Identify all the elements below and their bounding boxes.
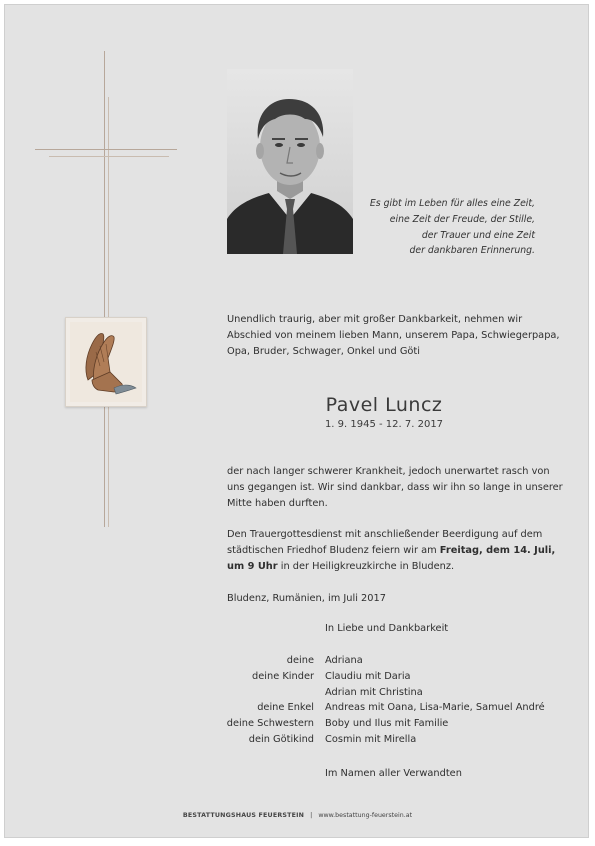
body-line <box>227 559 555 575</box>
body-line: uns gegangen ist. Wir sind dankbar, dass wir ihn so lange in unserer <box>227 482 563 493</box>
deceased-name: Pavel Luncz <box>325 394 443 416</box>
cross-vertical-line-inner <box>108 97 109 527</box>
mourner-names: Adrian mit Christina <box>325 686 423 698</box>
mourner-names: Claudiu mit Daria <box>325 670 411 682</box>
quote-line: der Trauer und eine Zeit <box>421 229 535 241</box>
body-line <box>227 543 555 559</box>
life-dates: 1. 9. 1945 - 12. 7. 2017 <box>324 419 444 430</box>
mourners-list <box>5 653 589 748</box>
mourner-names: Andreas mit Oana, Lisa-Marie, Samuel André <box>325 702 545 714</box>
funeral-date: Freitag, dem 14. Juli, <box>439 545 556 556</box>
quote-line: Es gibt im Leben für alles eine Zeit, <box>369 198 535 209</box>
mourner-relation: deine Enkel <box>257 702 314 714</box>
intro-line: Abschied von meinem lieben Mann, unserem Papa, Schwiegerpapa, <box>227 330 560 341</box>
list-item <box>5 700 589 716</box>
body-paragraph-2 <box>227 527 555 575</box>
body-line: Mitte haben durften. <box>227 498 328 509</box>
signoff-line: Im Namen aller Verwandten <box>325 768 462 779</box>
mourner-relation: deine Kinder <box>252 670 314 682</box>
mourner-relation: deine Schwestern <box>226 718 314 730</box>
mourner-names: Adriana <box>325 655 363 666</box>
footer <box>5 812 589 819</box>
funeral-time: um 9 Uhr <box>227 561 278 572</box>
body-line: Den Trauergottesdienst mit anschließender Beerdigung auf dem <box>227 529 543 540</box>
cross-horizontal-line-inner <box>49 156 169 157</box>
list-item <box>5 669 589 685</box>
intro-line: Unendlich traurig, aber mit großer Dankbarkeit, nehmen wir <box>227 314 523 325</box>
list-item <box>5 685 589 701</box>
funeral-home-website: www.bestattung-feuerstein.at <box>318 812 413 819</box>
body-line: der nach langer schwerer Krankheit, jedoch unerwartet rasch von <box>227 466 550 477</box>
list-item <box>5 732 589 748</box>
place-date: Bludenz, Rumänien, im Juli 2017 <box>227 593 386 604</box>
mourner-names: Cosmin mit Mirella <box>325 733 417 745</box>
funeral-home-name: BESTATTUNGSHAUS FEUERSTEIN <box>182 812 305 819</box>
footer-separator: | <box>310 812 313 819</box>
obituary-card <box>4 4 589 838</box>
praying-hands-icon <box>70 322 142 402</box>
list-item <box>5 716 589 732</box>
memorial-quote <box>335 196 535 259</box>
cross-horizontal-line <box>35 149 177 150</box>
quote-line: eine Zeit der Freude, der Stille, <box>389 213 535 225</box>
intro-paragraph <box>227 312 560 360</box>
body-text: in der Heiligkreuzkirche in Bludenz. <box>280 561 455 572</box>
mourner-relation: deine <box>286 655 314 666</box>
body-paragraph-1 <box>227 464 563 512</box>
closing-line: In Liebe und Dankbarkeit <box>325 623 449 634</box>
intro-line: Opa, Bruder, Schwager, Onkel und Göti <box>227 346 420 357</box>
praying-hands-tile <box>65 317 147 407</box>
quote-line: der dankbaren Erinnerung. <box>409 245 535 257</box>
list-item <box>5 653 589 669</box>
body-text: städtischen Friedhof Bludenz feiern wir am <box>227 545 437 556</box>
cross-vertical-line <box>104 51 105 527</box>
mourner-relation: dein Götikind <box>248 733 314 745</box>
mourner-names: Boby und Ilus mit Familie <box>325 718 449 730</box>
